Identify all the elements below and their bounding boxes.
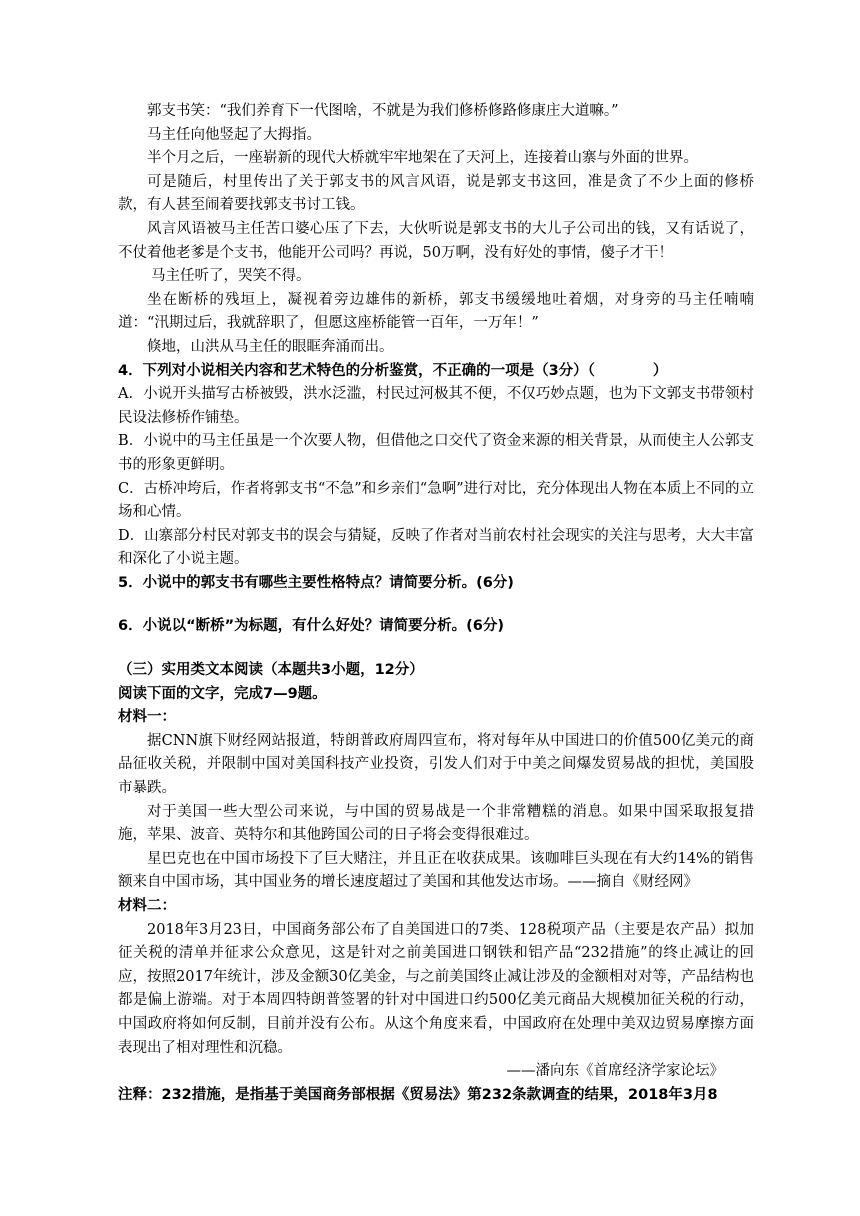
question-5: 5．小说中的郭支书有哪些主要性格特点？请简要分析。(6分) [118, 574, 514, 591]
answer-space [118, 595, 754, 615]
material-1-paragraph: 星巴克也在中国市场投下了巨大赌注，并且正在收获成果。该咖啡巨头现在有大约14%的销售额来自中国市场，其中国业务的增长速度超过了美国和其他发达市场。——摘自《财经网》 [118, 850, 754, 891]
material-1-label: 材料一： [118, 709, 176, 726]
footnote: 注释：232措施，是指基于美国商务部根据《贸易法》第232条款调查的结果，2018年3月8 [118, 1086, 718, 1103]
material-2-paragraph: 2018年3月23日，中国商务部公布了自美国进口的7类、128税项产品（主要是农产品）拟加征关税的清单并征求公众意见，这是针对之前美国进口钢铁和铝产品“232措施”的终止减让的回应，按照2017年统计，涉及金额30亿美金，与之前美国终止减让涉及的金额相对对等，产品结构也都是偏上游端。对于本周四特朗普签署的针对中国进口约500亿美元商品大规模加征关税的行动，中国政府将如何反制，目前并没有公布。从这个角度来看，中国政府在处理中美双边贸易摩擦方面表现出了相对理性和沉稳。 [118, 921, 754, 1056]
material-2-label: 材料二： [118, 898, 176, 914]
material-1-paragraph: 据CNN旗下财经网站报道，特朗普政府周四宣布，将对每年从中国进口的价值500亿美元的商品征收关税，并限制中国对美国科技产业投资，引发人们对于中美之间爆发贸易战的担忧，美国股市暴跌。 [118, 732, 754, 797]
section-3-heading: （三）实用类文本阅读（本题共3小题，12分） [118, 662, 424, 679]
story-paragraph: 马主任听了，哭笑不得。 [151, 268, 311, 285]
story-paragraph: 风言风语被马主任苦口婆心压了下去，大伙听说是郭支书的大儿子公司出的钱，又有话说了，不仗着他老爹是个支书，他能开公司吗？再说，50万啊，没有好处的事情，傻子才干！ [118, 220, 754, 261]
question-4-option-c: C．古桥冲垮后，作者将郭支书“不急”和乡亲们“急啊”进行对比，充分体现出人物在本质上不同的立场和心情。 [118, 480, 754, 521]
material-1-paragraph: 对于美国一些大型公司来说，与中国的贸易战是一个非常糟糕的消息。如果中国采取报复措施，苹果、波音、英特尔和其他跨国公司的日子将会变得很难过。 [118, 803, 754, 844]
material-2-source: ——潘向东《首席经济学家论坛》 [506, 1063, 724, 1080]
question-4-option-b: B．小说中的马主任虽是一个次要人物，但借他之口交代了资金来源的相关背景，从而使主人公郭支书的形象更鲜明。 [118, 433, 754, 473]
answer-space [118, 639, 754, 659]
question-6: 6．小说以“断桥”为标题，有什么好处？请简要分析。(6分) [118, 618, 504, 635]
story-paragraph: 郭支书笑：“我们养育下一代图啥，不就是为我们修桥修路修康庄大道嘛。” [147, 103, 619, 119]
question-4-option-d: D．山寨部分村民对郭支书的误会与猜疑，反映了作者对当前农村社会现实的关注与思考，大大丰富和深化了小说主题。 [118, 527, 754, 568]
story-paragraph: 可是随后，村里传出了关于郭支书的风言风语，说是郭支书这回，准是贪了不少上面的修桥款，有人甚至闹着要找郭支书讨工钱。 [118, 173, 754, 214]
story-paragraph: 马主任向他竖起了大拇指。 [147, 126, 321, 143]
question-4-option-a: A．小说开头描写古桥被毁，洪水泛滥，村民过河极其不便，不仅巧妙点题，也为下文郭支书带领村民设法修桥作铺垫。 [118, 386, 754, 426]
document-content [118, 100, 754, 1107]
story-paragraph: 半个月之后，一座崭新的现代大桥就牢牢地架在了天河上，连接着山寨与外面的世界。 [147, 150, 698, 167]
section-3-instruction: 阅读下面的文字，完成7—9题。 [118, 685, 327, 702]
story-paragraph: 坐在断桥的残垣上，凝视着旁边雄伟的新桥，郭支书缓缓地吐着烟，对身旁的马主任喃喃道：“汛期过后，我就辞职了，但愿这座桥能管一百年，一万年！” [118, 291, 754, 332]
question-4-stem: 4．下列对小说相关内容和艺术特色的分析鉴赏，不正确的一项是（3分）（ ） [118, 362, 668, 379]
story-paragraph: 倏地，山洪从马主任的眼眶奔涌而出。 [147, 338, 394, 355]
